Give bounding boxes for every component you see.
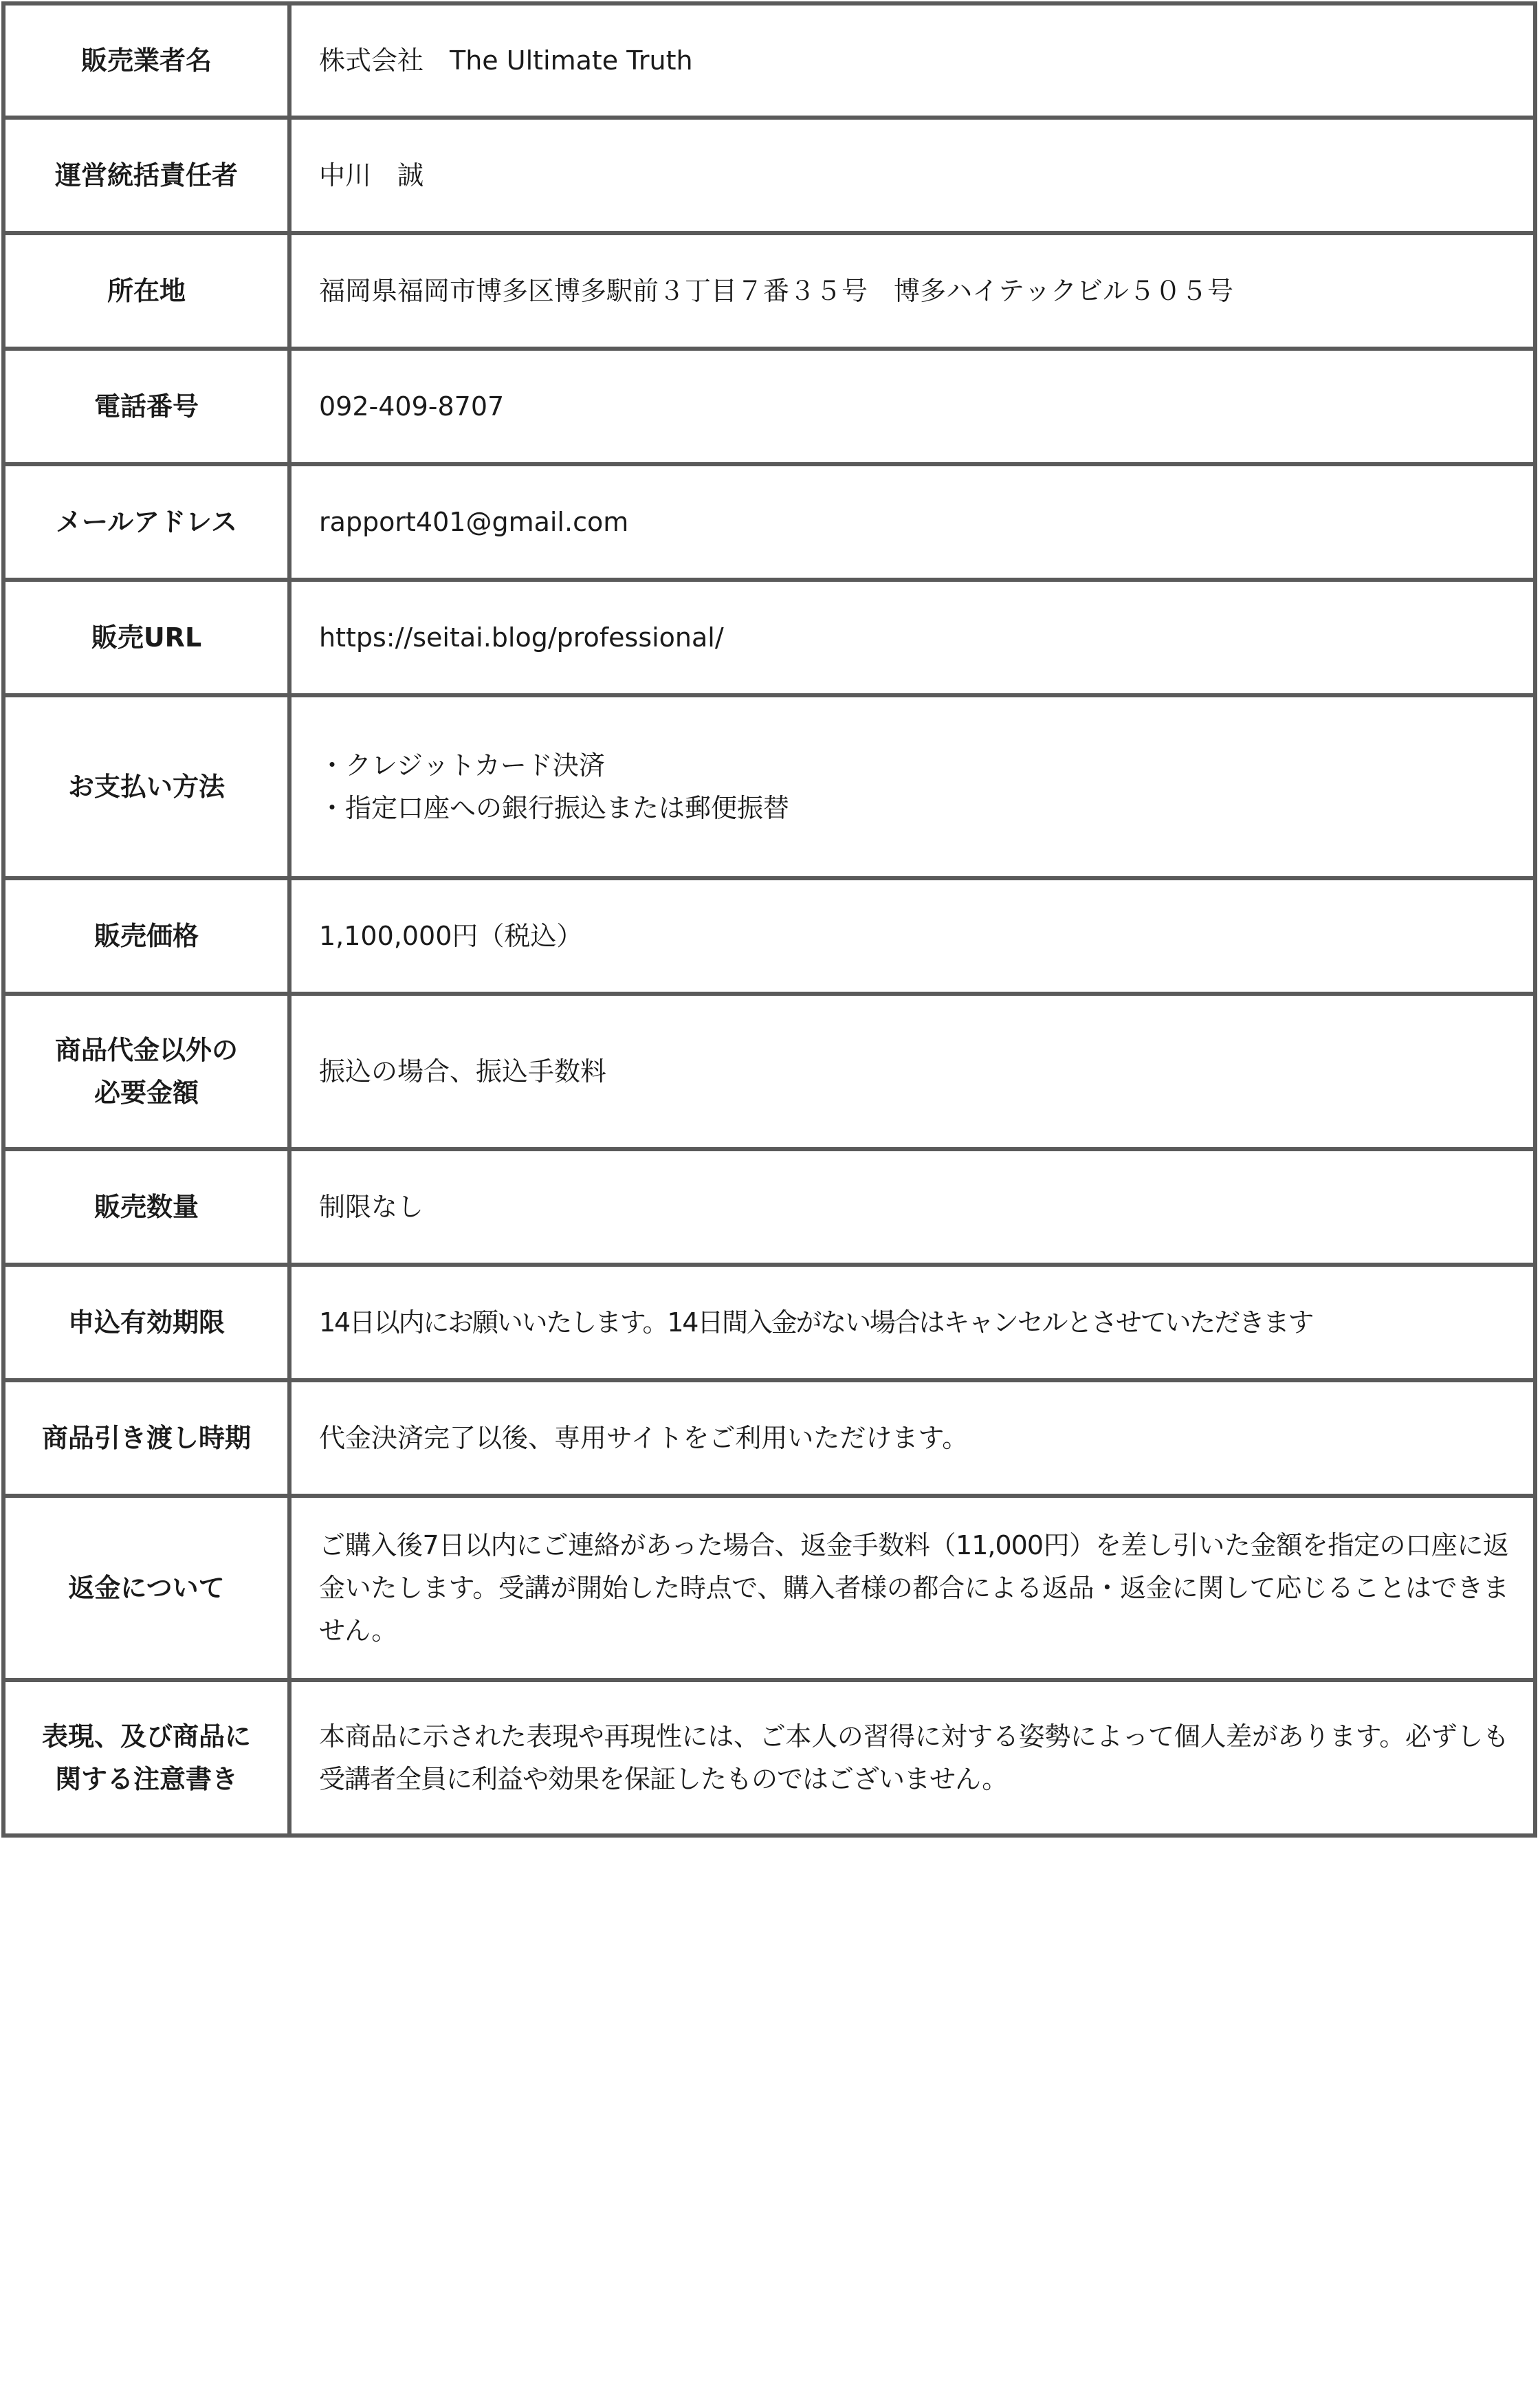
table-row-phone: [3, 349, 1535, 464]
row-value: 本商品に示された表現や再現性には、ご本人の習得に対する姿勢によって個人差があります。必ずしも受講者全員に利益や効果を保証したものではございません。: [289, 1680, 1535, 1836]
table-row-payment: [3, 695, 1535, 878]
row-label: 販売業者名: [3, 3, 289, 118]
row-value: 株式会社 The Ultimate Truth: [289, 3, 1535, 118]
row-value: 代金決済完了以後、専用サイトをご利用いただけます。: [289, 1380, 1535, 1496]
row-label: 販売URL: [3, 580, 289, 695]
row-label: 販売数量: [3, 1149, 289, 1265]
row-value: rapport401@gmail.com: [289, 464, 1535, 580]
table-row-disclaimer: [3, 1680, 1535, 1836]
row-value: 中川 誠: [289, 118, 1535, 233]
table-row-price: [3, 878, 1535, 994]
table-row-delivery: [3, 1380, 1535, 1496]
row-label: 電話番号: [3, 349, 289, 464]
row-label: 販売価格: [3, 878, 289, 994]
row-label: 運営統括責任者: [3, 118, 289, 233]
row-label: 商品引き渡し時期: [3, 1380, 289, 1496]
table-row-manager: [3, 118, 1535, 233]
table-row-seller: [3, 3, 1535, 118]
row-value: 福岡県福岡市博多区博多駅前３丁目７番３５号 博多ハイテックビル５０５号: [289, 233, 1535, 349]
row-value: 092-409-8707: [289, 349, 1535, 464]
row-value: 14日以内にお願いいたします。14日間入金がない場合はキャンセルとさせていただきます: [289, 1265, 1535, 1380]
row-label: 申込有効期限: [3, 1265, 289, 1380]
row-label: メールアドレス: [3, 464, 289, 580]
row-label: お支払い方法: [3, 695, 289, 878]
table-row-refund: [3, 1496, 1535, 1680]
table-row-url: [3, 580, 1535, 695]
row-value: 振込の場合、振込手数料: [289, 994, 1535, 1149]
row-value: 1,100,000円（税込）: [289, 878, 1535, 994]
row-value: ご購入後7日以内にご連絡があった場合、返金手数料（11,000円）を差し引いた金額を指定の口座に返金いたします。受講が開始した時点で、購入者様の都合による返品・返金に関して応じることはできません。: [289, 1496, 1535, 1680]
table-row-email: [3, 464, 1535, 580]
row-label: 返金について: [3, 1496, 289, 1680]
table-row-deadline: [3, 1265, 1535, 1380]
row-value: https://seitai.blog/professional/: [289, 580, 1535, 695]
row-value: 制限なし: [289, 1149, 1535, 1265]
table-row-extra-fees: [3, 994, 1535, 1149]
legal-disclosure-table: [1, 1, 1537, 1838]
row-label: 表現、及び商品に 関する注意書き: [3, 1680, 289, 1836]
table-row-address: [3, 233, 1535, 349]
row-value: ・クレジットカード決済 ・指定口座への銀行振込または郵便振替: [289, 695, 1535, 878]
row-label: 商品代金以外の 必要金額: [3, 994, 289, 1149]
row-label: 所在地: [3, 233, 289, 349]
table-row-quantity: [3, 1149, 1535, 1265]
